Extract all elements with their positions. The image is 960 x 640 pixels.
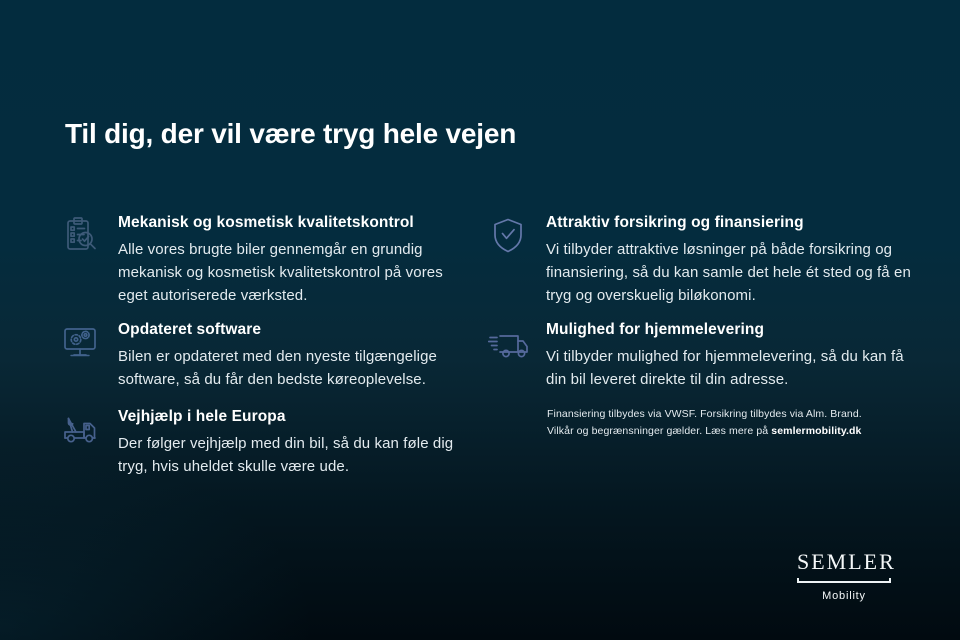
feature-updated-software xyxy=(60,320,466,391)
feature-home-delivery xyxy=(488,320,918,391)
feature-title: Mulighed for hjemmelevering xyxy=(546,321,765,338)
feature-body: Alle vores brugte biler gennemgår en grundig mekanisk og kosmetisk kvalitetskontrol på vores eget autoriserede værksted. xyxy=(118,241,443,304)
feature-body: Bilen er opdateret med den nyeste tilgængelige software, så du får den bedste køreoplevelse. xyxy=(118,348,437,388)
feature-insurance-financing xyxy=(488,213,918,307)
page-title: Til dig, der vil være tryg hele vejen xyxy=(65,118,517,149)
feature-body: Vi tilbyder attraktive løsninger på både forsikring og finansiering, så du kan samle det hele ét sted og få en tryg og overskuelig biløkonomi. xyxy=(546,241,911,304)
feature-body: Vi tilbyder mulighed for hjemmelevering, så du kan få din bil leveret direkte til din adresse. xyxy=(546,348,904,388)
feature-roadside-assistance xyxy=(60,407,466,478)
semler-mobility-logo xyxy=(797,549,896,602)
feature-title: Vejhjælp i hele Europa xyxy=(118,408,286,425)
legal-disclaimer xyxy=(547,406,887,440)
feature-title: Opdateret software xyxy=(118,321,262,338)
clipboard-inspection-icon xyxy=(60,215,100,255)
feature-quality-control xyxy=(60,213,466,307)
feature-title: Mekanisk og kosmetisk kvalitetskontrol xyxy=(118,214,414,231)
logo-sub-text: Mobility xyxy=(822,590,866,602)
feature-body: Der følger vejhjælp med din bil, så du kan føle dig tryg, hvis uheldet skulle være ude. xyxy=(118,435,454,475)
disclaimer-line-1: Finansiering tilbydes via VWSF. Forsikring tilbydes via Alm. Brand. xyxy=(547,408,862,420)
disclaimer-line-2: Vilkår og begrænsninger gælder. Læs mere på semlermobility.dk xyxy=(547,425,862,437)
logo-brand-text: SEMLER xyxy=(797,549,896,574)
feature-title: Attraktiv forsikring og finansiering xyxy=(546,214,804,231)
tow-truck-icon xyxy=(60,409,100,449)
logo-rule xyxy=(797,578,891,583)
delivery-truck-icon xyxy=(488,322,528,362)
software-monitor-icon xyxy=(60,322,100,362)
shield-check-icon xyxy=(488,215,528,255)
semlermobility-link[interactable]: semlermobility.dk xyxy=(771,425,862,437)
